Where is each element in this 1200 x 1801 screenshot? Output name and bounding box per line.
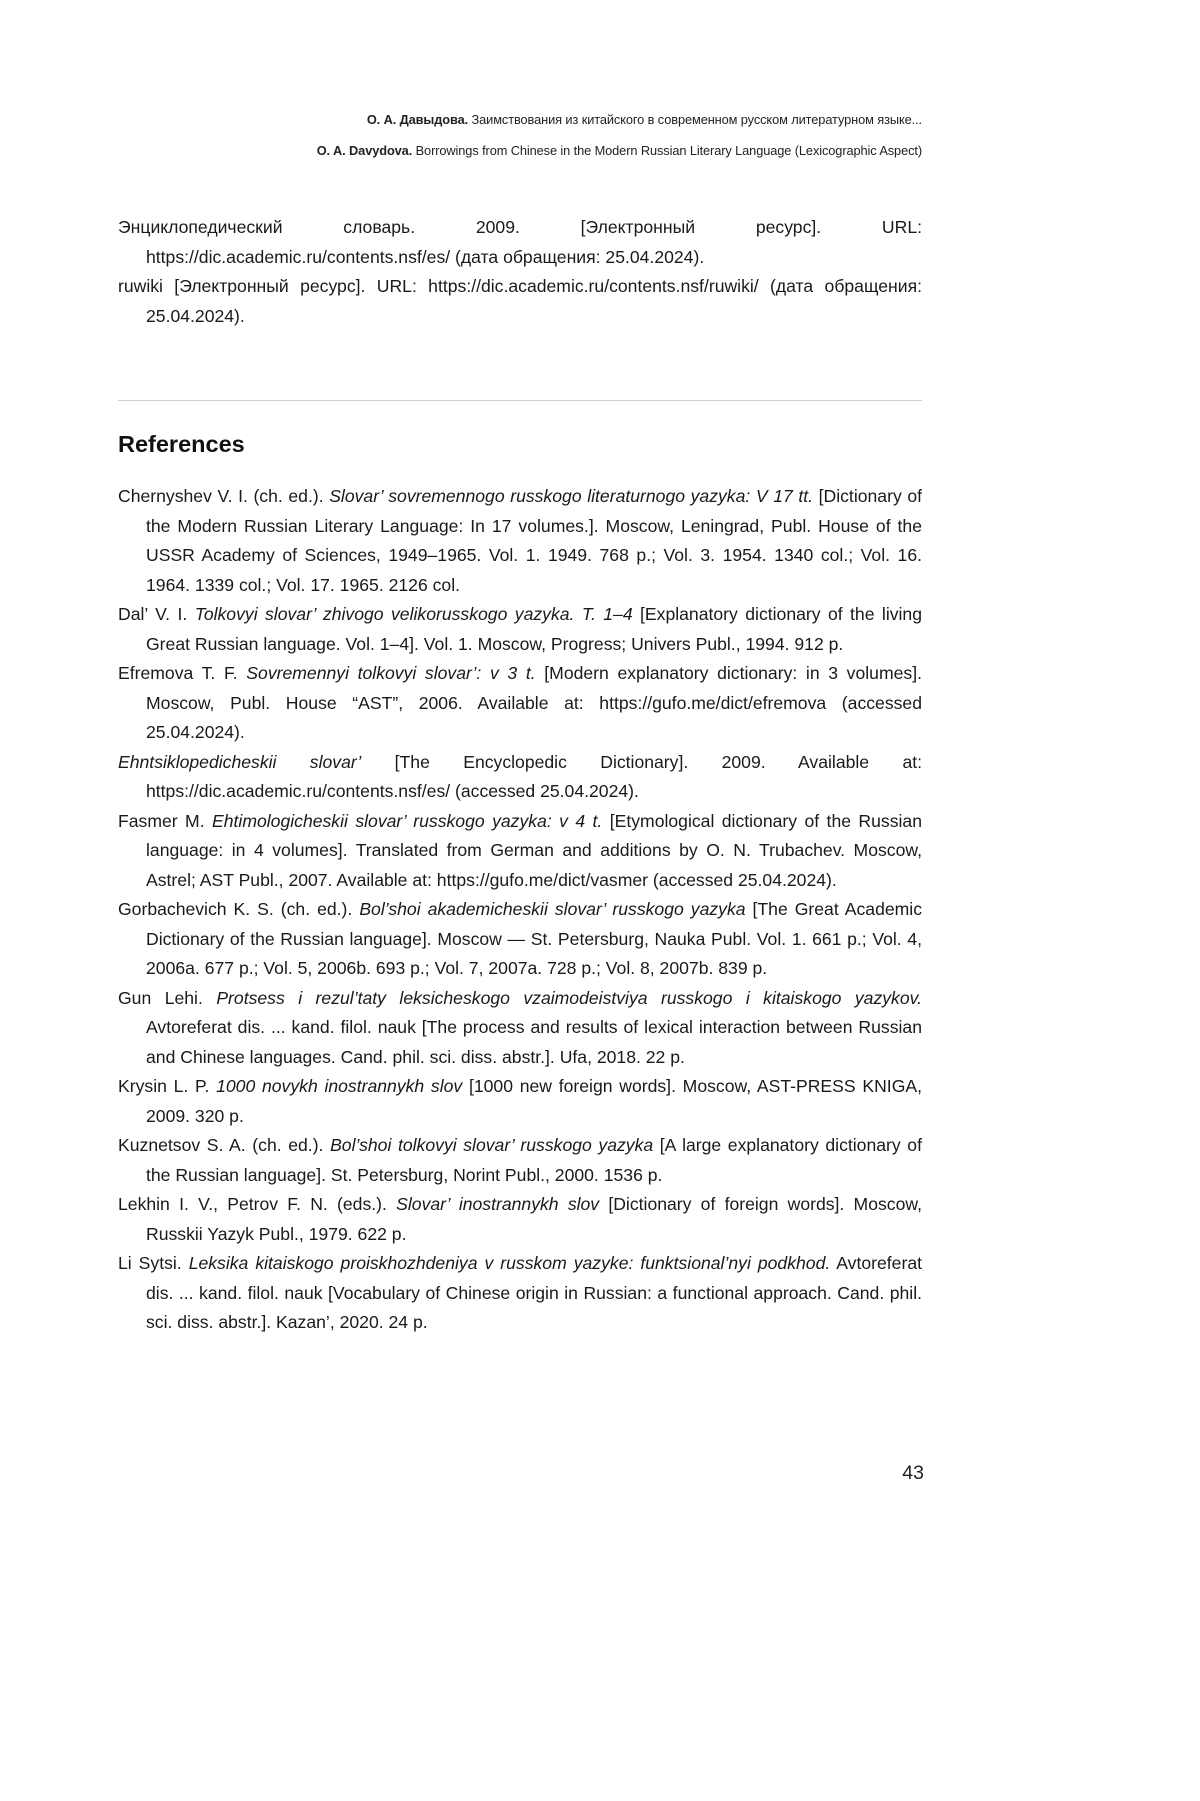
reference-details: [A large explanatory dictionary of the Russian language]. St. Petersburg, Norint Publ., 2000. 1536 p. — [146, 1135, 922, 1185]
reference-text: Fasmer M. — [118, 810, 212, 831]
reference-details: [Dictionary of foreign words]. Moscow, Russkii Yazyk Publ., 1979. 622 p. — [146, 1194, 922, 1244]
running-head-title: Borrowings from Chinese in the Modern Russian Literary Language (Lexicographic Aspect) — [412, 143, 922, 158]
reference-details: [Etymological dictionary of the Russian language: in 4 volumes]. Translated from German and additions by O. N. Trubachev. Moscow, Astrel; AST Publ., 2007. Available at: https://gufo.me/dict/vasmer (accessed 25.04.2024). — [146, 810, 922, 890]
reference-entry — [118, 1249, 922, 1338]
reference-title: Bol’shoi tolkovyi slovar’ russkogo yazyka — [330, 1135, 654, 1155]
reference-entry — [118, 482, 922, 600]
reference-entry — [118, 807, 922, 896]
reference-text: ruwiki [Электронный ресурс]. URL: https://dic.academic.ru/contents.nsf/ruwiki/ (дата обращения: 25.04.2024). — [118, 276, 922, 326]
reference-text: Dal’ V. I. — [118, 604, 195, 624]
reference-title: Leksika kitaiskogo proiskhozhdeniya v russkom yazyke: funktsional’nyi podkhod. — [188, 1253, 831, 1273]
reference-entry — [118, 213, 922, 272]
reference-details: [Dictionary of the Modern Russian Literary Language: In 17 volumes.]. Moscow, Leningrad, Publ. House of the USSR Academy of Sciences, 1949–1965. Vol. 1. 1949. 768 p.; Vol. 3. 1954. 1340 col.; Vol. 16. 1964. 1339 col.; Vol. 17. 1965. 2126 col. — [146, 486, 923, 595]
section-divider — [118, 400, 922, 401]
running-head-author: О. А. Давыдова. — [366, 112, 469, 127]
reference-details: [Explanatory dictionary of the living Great Russian language. Vol. 1–4]. Vol. 1. Moscow, Progress; Univers Publ., 1994. 912 p. — [146, 604, 923, 654]
reference-details: [The Encyclopedic Dictionary]. 2009. Available at: https://dic.academic.ru/contents.nsf/es/ (accessed 25.04.2024). — [146, 751, 923, 801]
reference-details: [The Great Academic Dictionary of the Russian language]. Moscow — St. Petersburg, Nauka Publ. Vol. 1. 661 p.; Vol. 4, 2006a. 677 p.; Vol. 5, 2006b. 693 p.; Vol. 7, 2007a. 728 p.; Vol. 8, 2007b. 839 p. — [146, 899, 922, 978]
reference-title: Ehtimologicheskii slovar’ russkogo yazyka: v 4 t. — [212, 810, 603, 831]
reference-title: Tolkovyi slovar’ zhivogo velikorusskogo yazyka. T. 1–4 — [194, 604, 633, 624]
reference-title: Ehntsiklopedicheskii slovar’ — [118, 751, 362, 772]
reference-entry — [118, 272, 922, 331]
reference-text: Efremova T. F. — [118, 663, 247, 683]
references-heading: References — [118, 431, 245, 457]
reference-title: Slovar’ sovremennogo russkogo literaturnogo yazyka: V 17 tt. — [329, 486, 814, 506]
reference-text: Li Sytsi. — [118, 1253, 189, 1273]
reference-entry — [118, 895, 922, 984]
reference-title: Sovremennyi tolkovyi slovar’: v 3 t. — [246, 663, 536, 683]
references-list — [118, 482, 922, 1338]
running-head-english — [118, 143, 922, 158]
reference-text: Gorbachevich K. S. (ch. ed.). — [118, 899, 360, 919]
reference-details: [Modern explanatory dictionary: in 3 volumes]. Moscow, Publ. House “AST”, 2006. Available at: https://gufo.me/dict/efremova (accessed 25.04.2024). — [146, 663, 922, 742]
reference-entry — [118, 1131, 922, 1190]
reference-text: Krysin L. P. — [118, 1076, 217, 1096]
reference-entry — [118, 600, 922, 659]
reference-text: Gun Lehi. — [118, 987, 217, 1008]
running-head-author: O. A. Davydova. — [316, 143, 413, 158]
reference-entry — [118, 659, 922, 748]
reference-text: Kuznetsov S. A. (ch. ed.). — [118, 1135, 331, 1155]
reference-title: Bol’shoi akademicheskii slovar’ russkogo yazyka — [359, 899, 746, 919]
reference-entry — [118, 984, 922, 1073]
reference-entry — [118, 748, 922, 807]
reference-details: [1000 new foreign words]. Moscow, AST-PRESS KNIGA, 2009. 320 p. — [146, 1076, 923, 1126]
reference-entry — [118, 1072, 922, 1131]
running-head-title: Заимствования из китайского в современном русском литературном языке... — [468, 112, 922, 127]
reference-details: Avtoreferat dis. ... kand. filol. nauk [Vocabulary of Chinese origin in Russian: a functional approach. Cand. phil. sci. diss. abstr.]. Kazan’, 2020. 24 p. — [146, 1253, 923, 1332]
reference-title: 1000 novykh inostrannykh slov — [216, 1076, 463, 1096]
russian-reference-list — [118, 213, 922, 331]
reference-text: Chernyshev V. I. (ch. ed.). — [118, 486, 330, 506]
reference-title: Protsess i rezul’taty leksicheskogo vzaimodeistviya russkogo i kitaiskogo yazykov. — [216, 987, 923, 1008]
running-head-russian — [118, 112, 922, 127]
reference-text: Энциклопедический словарь. 2009. [Электронный ресурс]. URL: https://dic.academic.ru/contents.nsf/es/ (дата обращения: 25.04.2024). — [118, 217, 922, 267]
reference-text: Lekhin I. V., Petrov F. N. (eds.). — [118, 1194, 397, 1214]
reference-details: Avtoreferat dis. ... kand. filol. nauk [The process and results of lexical interaction between Russian and Chinese languages. Cand. phil. sci. diss. abstr.]. Ufa, 2018. 22 p. — [146, 1017, 922, 1067]
reference-title: Slovar’ inostrannykh slov — [396, 1194, 600, 1214]
page-number: 43 — [902, 1462, 924, 1484]
reference-entry — [118, 1190, 922, 1249]
